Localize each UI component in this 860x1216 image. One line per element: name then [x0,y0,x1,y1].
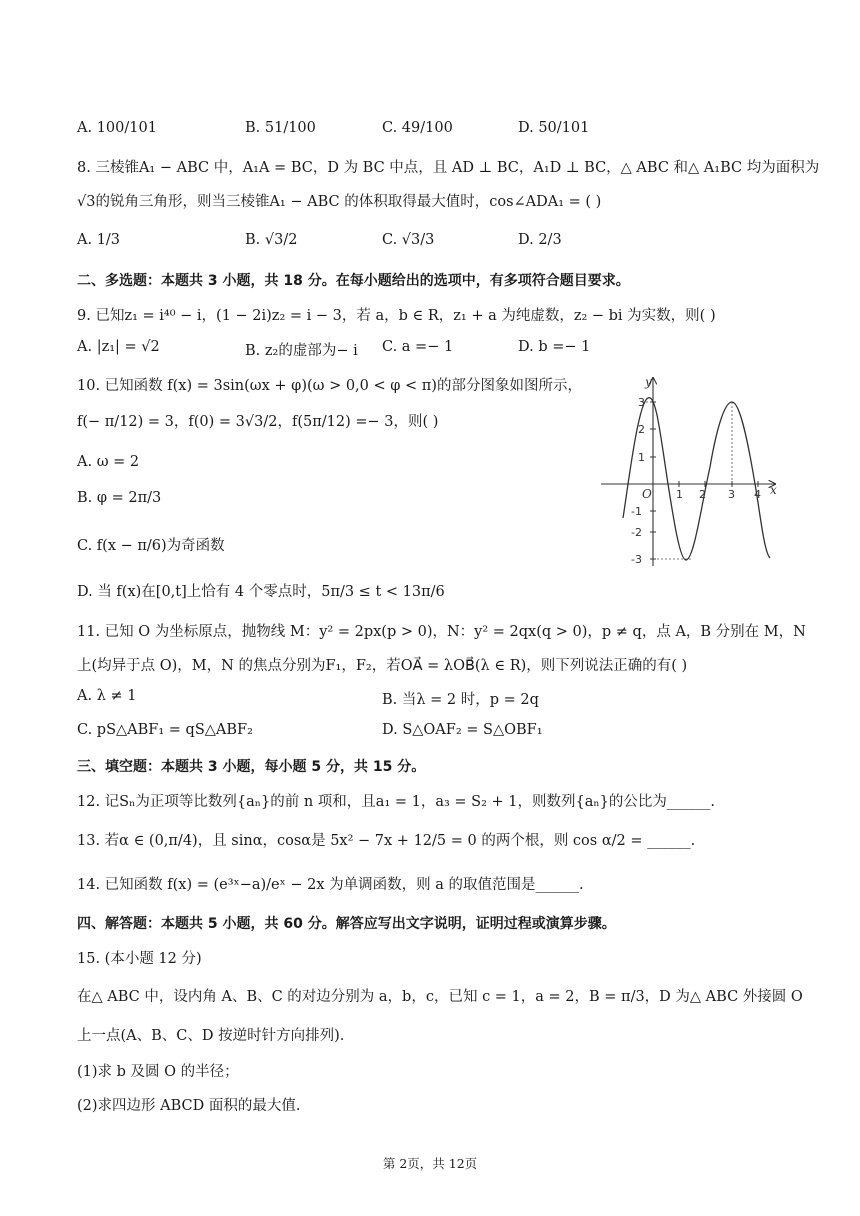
q8-line-2: √3的锐角三角形，则当三棱锥A₁ − ABC 的体积取得最大值时，cos∠ADA₁ = ( ) [77,194,602,210]
origin-label: O [642,487,652,501]
y-tick-neg3: -3 [631,553,642,566]
section-3-heading: 三、填空题：本题共 3 小题，每小题 5 分，共 15 分。 [77,759,426,775]
q7-option-b: B. 51/100 [245,120,316,136]
y-tick-neg1: -1 [631,505,642,518]
sine-graph [598,372,780,570]
q8-option-d: D. 2/3 [518,232,562,248]
q10-option-d: D. 当 f(x)在[0,t]上恰有 4 个零点时，5π/3 ≤ t < 13π/6 [77,584,445,600]
q10-line-2: f(− π/12) = 3，f(0) = 3√3/2，f(5π/12) =− 3，则( ) [77,414,439,430]
y-tick-1: 1 [638,451,645,464]
y-tick-3: 3 [638,396,645,409]
q14: 14. 已知函数 f(x) = (e³ˣ−a)/eˣ − 2x 为单调函数，则 a 的取值范围是______. [77,877,584,893]
q8-option-c: C. √3/3 [382,232,435,248]
q8-line-1: 8. 三棱锥A₁ − ABC 中，A₁A = BC，D 为 BC 中点，且 AD ⊥ BC，A₁D ⊥ BC，△ ABC 和△ A₁BC 均为面积为 [77,160,820,176]
q11-option-c: C. pS△ABF₁ = qS△ABF₂ [77,722,253,738]
x-tick-2: 2 [699,488,706,501]
q7-option-d: D. 50/101 [518,120,590,136]
y-axis-label: y [645,375,652,389]
q10-option-a: A. ω = 2 [77,454,140,470]
sine-curve [623,398,770,560]
q10-option-c: C. f(x − π/6)为奇函数 [77,538,225,554]
q9-option-b: B. z₂的虚部为− i [245,343,358,359]
q9-option-a: A. |z₁| = √2 [77,339,160,355]
q8-option-b: B. √3/2 [245,232,298,248]
q12: 12. 记Sₙ为正项等比数列{aₙ}的前 n 项和，且a₁ = 1，a₃ = S₂ + 1，则数列{aₙ}的公比为______. [77,794,715,810]
q11-line-2: 上(均异于点 O)，M，N 的焦点分别为F₁，F₂，若OA⃗ = λOB⃗(λ ∈ R)，则下列说法正确的有( ) [77,658,688,674]
q15-sub-2: (2)求四边形 ABCD 面积的最大值. [77,1098,301,1114]
y-tick-2: 2 [638,423,645,436]
q8-option-a: A. 1/3 [77,232,121,248]
q11-option-d: D. S△OAF₂ = S△OBF₁ [382,722,543,738]
page-footer: 第 2页，共 12页 [382,1156,478,1171]
section-2-heading: 二、多选题：本题共 3 小题，共 18 分。在每小题给出的选项中，有多项符合题目要求。 [77,273,630,289]
q11-line-1: 11. 已知 O 为坐标原点，抛物线 M：y² = 2px(p > 0)，N：y² = 2qx(q > 0)，p ≠ q，点 A，B 分别在 M，N [77,624,806,640]
q13: 13. 若α ∈ (0,π/4)，且 sinα，cosα是 5x² − 7x + 12/5 = 0 的两个根，则 cos α/2 = ______. [77,833,696,849]
section-4-heading: 四、解答题：本题共 5 小题，共 60 分。解答应写出文字说明，证明过程或演算步骤。 [77,916,616,932]
q7-option-c: C. 49/100 [382,120,453,136]
x-axis-label: x [770,483,777,497]
q9-option-c: C. a =− 1 [382,339,454,355]
q15-sub-1: (1)求 b 及圆 O 的半径； [77,1064,239,1080]
q9-option-d: D. b =− 1 [518,339,591,355]
q15-line-2: 上一点(A、B、C、D 按逆时针方向排列). [77,1028,345,1044]
q9-line-1: 9. 已知z₁ = i⁴⁰ − i，(1 − 2i)z₂ = i − 3，若 a，b ∈ R，z₁ + a 为纯虚数，z₂ − bi 为实数，则( ) [77,308,716,324]
q15-heading: 15. (本小题 12 分) [77,951,202,967]
q15-line-1: 在△ ABC 中，设内角 A、B、C 的对边分别为 a，b，c，已知 c = 1，a = 2，B = π/3，D 为△ ABC 外接圆 O [77,989,803,1005]
x-tick-1: 1 [676,488,683,501]
q7-option-a: A. 100/101 [77,120,157,136]
x-tick-3: 3 [728,488,735,501]
q10-option-b: B. φ = 2π/3 [77,490,162,506]
x-tick-4: 4 [754,488,761,501]
q10-line-1: 10. 已知函数 f(x) = 3sin(ωx + φ)(ω > 0,0 < φ < π)的部分图象如图所示， [77,378,582,394]
q11-option-b: B. 当λ = 2 时，p = 2q [382,692,539,708]
q11-option-a: A. λ ≠ 1 [77,688,137,704]
y-tick-neg2: -2 [631,526,642,539]
